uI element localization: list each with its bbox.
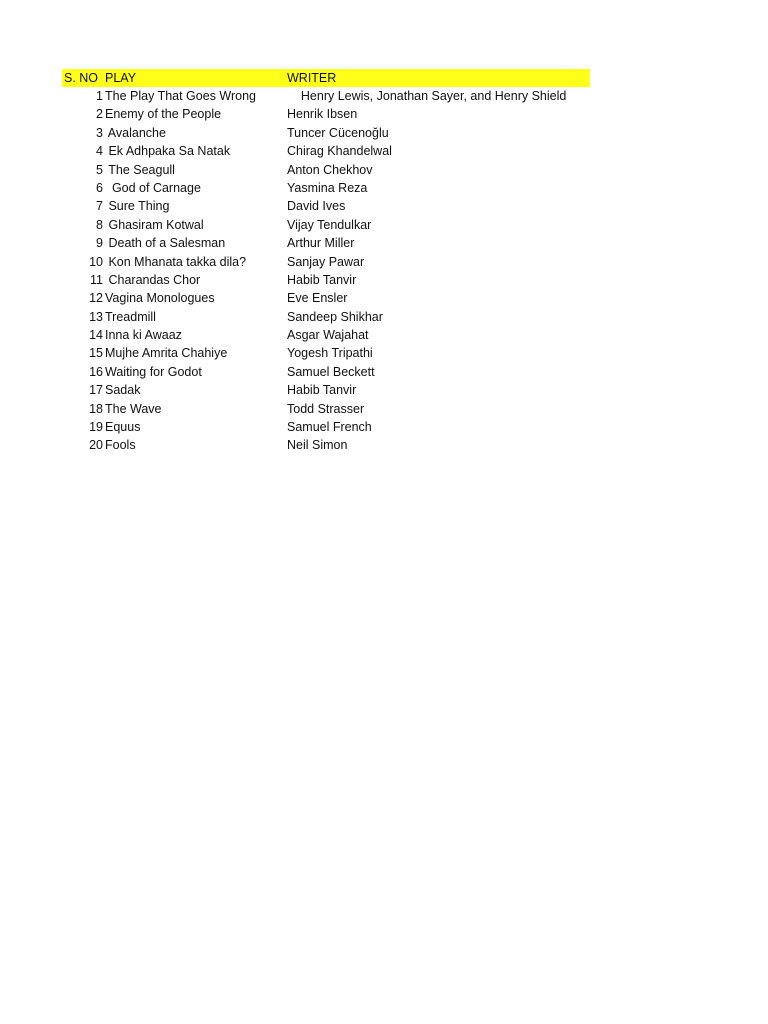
cell-play: Death of a Salesman [105,236,226,251]
cell-writer: Todd Strasser [287,401,365,416]
cell-play: Avalanche [105,125,166,140]
cell-sno: 15 [89,346,103,361]
table-header-row [62,69,590,87]
table-row [62,308,590,326]
plays-table [62,69,590,455]
cell-sno: 10 [89,254,103,269]
cell-sno: 2 [96,107,103,122]
table-row [62,253,590,271]
table-row [62,234,590,252]
cell-sno: 5 [96,162,103,177]
cell-play: Equus [105,420,141,435]
cell-writer: Henrik Ibsen [287,107,358,122]
table-row [62,105,590,123]
cell-play: Fools [105,438,136,453]
cell-play: Ek Adhpaka Sa Natak [105,144,231,159]
table-row [62,381,590,399]
cell-play: The Wave [105,401,162,416]
cell-writer: Samuel French [287,420,372,435]
cell-sno: 14 [89,328,103,343]
cell-play: Treadmill [105,309,156,324]
cell-play: Enemy of the People [105,107,222,122]
table-row [62,418,590,436]
cell-play: Inna ki Awaaz [105,328,182,343]
cell-writer: Yogesh Tripathi [287,346,373,361]
cell-writer: Yasmina Reza [287,180,368,195]
cell-sno: 12 [89,291,103,306]
cell-play: Sadak [105,383,141,398]
cell-sno: 13 [89,309,103,324]
table-row [62,87,590,105]
cell-writer: Tuncer Cücenoğlu [287,125,389,140]
cell-sno: 3 [96,125,103,140]
table-row [62,161,590,179]
cell-sno: 7 [96,199,103,214]
cell-writer: Vijay Tendulkar [287,217,372,232]
cell-writer: Sanjay Pawar [287,254,365,269]
table-row [62,179,590,197]
cell-writer: Chirag Khandelwal [287,144,392,159]
cell-writer: Neil Simon [287,438,348,453]
cell-writer: Sandeep Shikhar [287,309,383,324]
cell-writer: Eve Ensler [287,291,348,306]
header-sno: S. NO [64,71,99,85]
table-row [62,344,590,362]
cell-sno: 16 [89,364,103,379]
table-body [62,87,590,455]
cell-sno: 4 [96,144,103,159]
cell-writer: Arthur Miller [287,236,355,251]
cell-play: Waiting for Godot [105,364,202,379]
table-row [62,216,590,234]
cell-play: Vagina Monologues [105,291,215,306]
cell-writer: Anton Chekhov [287,162,373,177]
table-row [62,436,590,454]
cell-sno: 17 [89,383,103,398]
table-row [62,124,590,142]
table-row [62,326,590,344]
cell-sno: 1 [96,89,103,103]
cell-play: The Play That Goes Wrong [105,89,257,103]
cell-sno: 9 [96,236,103,251]
cell-play: Charandas Chor [105,272,201,287]
header-writer: WRITER [287,71,337,85]
table-row [62,197,590,215]
cell-sno: 18 [89,401,103,416]
cell-writer: David Ives [287,199,346,214]
cell-sno: 6 [96,180,103,195]
cell-writer: Asgar Wajahat [287,328,369,343]
cell-writer: Henry Lewis, Jonathan Sayer, and Henry Shield [287,89,567,103]
cell-play: The Seagull [105,162,175,177]
cell-sno: 11 [90,272,103,287]
table-row [62,363,590,381]
cell-sno: 8 [96,217,103,232]
cell-play: Sure Thing [105,199,170,214]
cell-play: Mujhe Amrita Chahiye [105,346,228,361]
cell-sno: 20 [89,438,103,453]
header-play: PLAY [105,71,137,85]
cell-writer: Habib Tanvir [287,383,357,398]
table-row [62,142,590,160]
cell-play: Kon Mhanata takka dila? [105,254,247,269]
cell-play: Ghasiram Kotwal [105,217,204,232]
cell-sno: 19 [89,420,103,435]
table-row [62,289,590,307]
cell-play: God of Carnage [105,180,201,195]
table-row [62,400,590,418]
cell-writer: Samuel Beckett [287,364,375,379]
table-row [62,271,590,289]
cell-writer: Habib Tanvir [287,272,357,287]
